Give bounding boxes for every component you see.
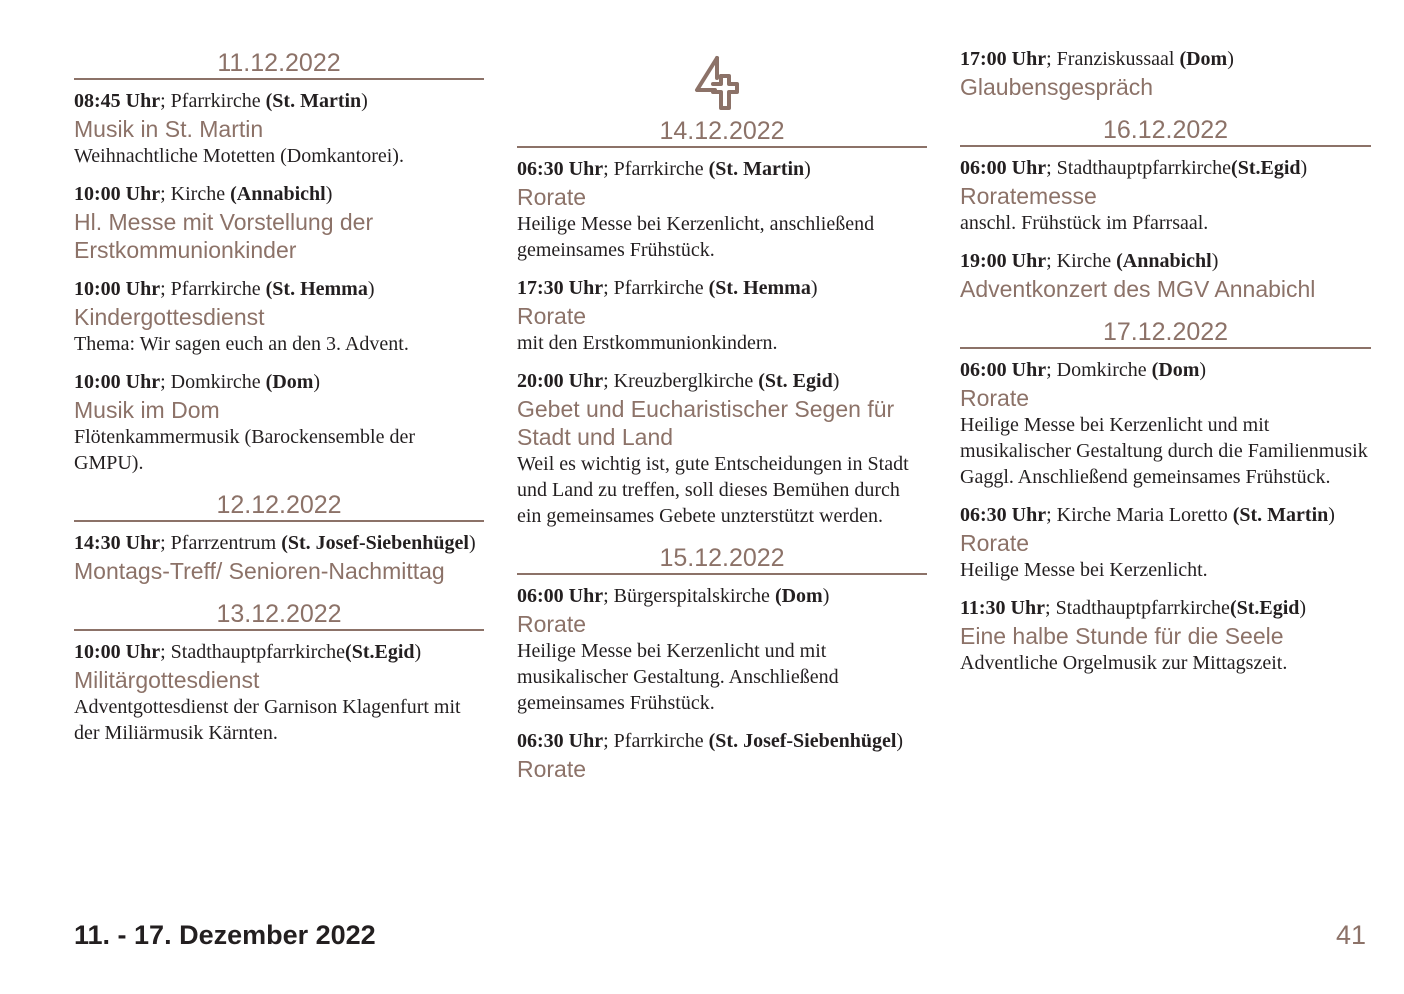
event-place: Franziskussaal xyxy=(1056,48,1175,70)
page-number: 41 xyxy=(1335,920,1366,950)
column-1 xyxy=(74,46,484,758)
event-entry xyxy=(74,530,484,585)
event-time: 06:30 Uhr xyxy=(517,730,604,752)
event-time-place: 10:00 Uhr; Kirche (Annabichl) xyxy=(74,183,333,205)
event-description: Weihnachtliche Motetten (Domkantorei). xyxy=(74,145,404,167)
event-title: Musik im Dom xyxy=(74,397,220,423)
event-title: Rorate xyxy=(517,184,587,210)
event-time: 19:00 Uhr xyxy=(960,250,1047,272)
event-title: Rorate xyxy=(517,611,587,637)
event-description: Heilige Messe bei Kerzenlicht. xyxy=(960,559,1208,581)
event-place: Pfarrkirche xyxy=(613,158,704,180)
event-parish: (St. Josef-Siebenhügel xyxy=(281,532,469,554)
event-place: Pfarrkirche xyxy=(170,278,261,300)
event-place: Domkirche xyxy=(170,371,261,393)
event-place: Bürgerspitalskirche xyxy=(613,585,770,607)
event-entry xyxy=(74,276,484,357)
event-time-place: 06:30 Uhr; Kirche Maria Loretto (St. Martin) xyxy=(960,504,1335,526)
event-place: Stadthauptpfarrkirche xyxy=(1056,157,1232,179)
event-time: 17:00 Uhr xyxy=(960,48,1047,70)
event-entry xyxy=(74,181,484,264)
event-title: Rorate xyxy=(960,385,1030,411)
event-title: Montags-Treff/ Senioren-Nachmittag xyxy=(74,558,445,584)
event-title: Hl. Messe mit Vorstellung der Erstkommunionkinder xyxy=(74,209,374,263)
event-parish: (Dom xyxy=(1151,359,1200,381)
event-time-place: 06:00 Uhr; Domkirche (Dom) xyxy=(960,359,1207,381)
event-parish: (St. Josef-Siebenhügel xyxy=(708,730,897,752)
event-time-place: 10:00 Uhr; Domkirche (Dom) xyxy=(74,371,321,393)
event-time-place: 17:00 Uhr; Franziskussaal (Dom) xyxy=(960,48,1234,70)
event-description: mit den Erstkommunionkindern. xyxy=(517,332,778,354)
event-time: 06:30 Uhr xyxy=(517,158,604,180)
event-place: Kirche xyxy=(170,183,226,205)
event-entry xyxy=(517,156,927,263)
event-time-place: 17:30 Uhr; Pfarrkirche (St. Hemma) xyxy=(517,277,818,299)
event-description: anschl. Frühstück im Pfarrsaal. xyxy=(960,212,1209,234)
event-parish: (St. Egid xyxy=(758,370,833,392)
event-time: 14:30 Uhr xyxy=(74,532,161,554)
event-title: Kindergottesdienst xyxy=(74,304,265,330)
event-parish: (St.Egid xyxy=(1229,597,1300,619)
event-time: 10:00 Uhr xyxy=(74,278,161,300)
event-place: Pfarrkirche xyxy=(613,730,704,752)
event-parish: (St.Egid xyxy=(1231,157,1301,179)
event-parish: (Dom xyxy=(265,371,314,393)
column-2 xyxy=(517,46,927,795)
date-heading: 16.12.2022 xyxy=(960,113,1371,147)
event-title: Glaubensgespräch xyxy=(960,74,1154,100)
event-parish: (Dom xyxy=(774,585,823,607)
date-heading: 11.12.2022 xyxy=(74,46,484,80)
event-time: 08:45 Uhr xyxy=(74,90,161,112)
event-time-place: 06:00 Uhr; Bürgerspitalskirche (Dom) xyxy=(517,585,830,607)
event-time-place: 06:30 Uhr; Pfarrkirche (St. Martin) xyxy=(517,158,811,180)
event-title: Eine halbe Stunde für die Seele xyxy=(960,623,1284,649)
event-entry xyxy=(960,595,1371,676)
event-time-place: 19:00 Uhr; Kirche (Annabichl) xyxy=(960,250,1219,272)
footer-week-title: 11. - 17. Dezember 2022 xyxy=(74,920,376,950)
event-description: Heilige Messe bei Kerzenlicht, anschließend gemeinsames Frühstück. xyxy=(517,213,875,261)
event-time-place: 06:30 Uhr; Pfarrkirche (St. Josef-Siebenhügel) xyxy=(517,730,904,752)
event-time: 10:00 Uhr xyxy=(74,371,161,393)
event-entry xyxy=(74,639,484,746)
date-heading: 12.12.2022 xyxy=(74,488,484,522)
event-time: 06:00 Uhr xyxy=(960,359,1047,381)
event-entry xyxy=(517,728,927,783)
event-parish: (Annabichl xyxy=(1116,250,1212,272)
event-place: Pfarrzentrum xyxy=(170,532,277,554)
event-description: Thema: Wir sagen euch an den 3. Advent. xyxy=(74,333,409,355)
event-time: 11:30 Uhr xyxy=(960,597,1045,619)
event-entry xyxy=(517,583,927,716)
event-title: Rorate xyxy=(517,303,587,329)
event-place: Kirche xyxy=(1056,250,1112,272)
date-heading: 13.12.2022 xyxy=(74,597,484,631)
event-entry xyxy=(960,502,1371,583)
date-heading: 14.12.2022 xyxy=(517,116,927,148)
event-place: Kirche Maria Loretto xyxy=(1056,504,1228,526)
event-title: Roratemesse xyxy=(960,183,1097,209)
event-time-place: 10:00 Uhr; Pfarrkirche (St. Hemma) xyxy=(74,278,375,300)
event-time-place: 11:30 Uhr; Stadthauptpfarrkirche(St.Egid) xyxy=(960,597,1307,619)
event-description: Weil es wichtig ist, gute Entscheidungen in Stadt und Land zu treffen, soll dieses Bemühen durch ein gemeinsames Gebete unzterstützt werden. xyxy=(517,453,909,527)
event-time: 06:30 Uhr xyxy=(960,504,1047,526)
event-entry xyxy=(960,248,1371,303)
event-parish: (St.Egid xyxy=(345,641,415,663)
event-time-place: 10:00 Uhr; Stadthauptpfarrkirche(St.Egid) xyxy=(74,641,422,663)
event-entry xyxy=(517,275,927,356)
event-title: Musik in St. Martin xyxy=(74,116,264,142)
event-parish: (St. Martin xyxy=(1232,504,1329,526)
event-description: Adventgottesdienst der Garnison Klagenfurt mit der Miliärmusik Kärnten. xyxy=(74,696,461,744)
event-time: 10:00 Uhr xyxy=(74,641,161,663)
event-parish: (St. Hemma xyxy=(265,278,368,300)
event-title: Rorate xyxy=(517,756,587,782)
event-parish: (Dom xyxy=(1179,48,1228,70)
event-description: Adventliche Orgelmusik zur Mittagszeit. xyxy=(960,652,1288,674)
event-time: 06:00 Uhr xyxy=(517,585,604,607)
date-heading: 17.12.2022 xyxy=(960,315,1371,349)
event-entry xyxy=(960,46,1371,101)
event-description: Heilige Messe bei Kerzenlicht und mit musikalischer Gestaltung durch die Familienmusik Gaggl. Anschließend gemeinsames Frühstück. xyxy=(960,414,1368,488)
event-place: Pfarrkirche xyxy=(613,277,704,299)
event-title: Adventkonzert des MGV Annabichl xyxy=(960,276,1316,302)
event-parish: (St. Martin xyxy=(708,158,805,180)
event-description: Flötenkammermusik (Barockensemble der GMPU). xyxy=(74,426,416,474)
event-time-place: 20:00 Uhr; Kreuzberglkirche (St. Egid) xyxy=(517,370,840,392)
event-parish: (St. Martin xyxy=(265,90,362,112)
event-entry xyxy=(960,357,1371,490)
event-title: Gebet und Eucharistischer Segen für Stadt und Land xyxy=(517,396,895,450)
event-place: Stadthauptpfarrkirche xyxy=(170,641,346,663)
event-time-place: 06:00 Uhr; Stadthauptpfarrkirche(St.Egid) xyxy=(960,157,1308,179)
event-description: Heilige Messe bei Kerzenlicht und mit musikalischer Gestaltung. Anschließend gemeinsames Frühstück. xyxy=(517,640,839,714)
event-title: Rorate xyxy=(960,530,1030,556)
event-time-place: 14:30 Uhr; Pfarrzentrum (St. Josef-Siebenhügel) xyxy=(74,532,476,554)
event-parish: (Annabichl xyxy=(230,183,326,205)
event-place: Kreuzberglkirche xyxy=(613,370,754,392)
event-place: Pfarrkirche xyxy=(170,90,261,112)
event-time: 20:00 Uhr xyxy=(517,370,604,392)
column-3 xyxy=(960,46,1371,688)
date-heading: 15.12.2022 xyxy=(517,541,927,575)
event-time-place: 08:45 Uhr; Pfarrkirche (St. Martin) xyxy=(74,90,368,112)
event-entry xyxy=(960,155,1371,236)
event-entry xyxy=(74,88,484,169)
event-place: Domkirche xyxy=(1056,359,1147,381)
event-entry xyxy=(74,369,484,476)
event-title: Militärgottesdienst xyxy=(74,667,260,693)
event-parish: (St. Hemma xyxy=(708,277,811,299)
event-entry xyxy=(517,368,927,529)
event-place: Stadthauptpfarrkirche xyxy=(1055,597,1230,619)
event-time: 17:30 Uhr xyxy=(517,277,604,299)
advent-4-cross-icon xyxy=(687,50,757,116)
event-time: 10:00 Uhr xyxy=(74,183,161,205)
event-time: 06:00 Uhr xyxy=(960,157,1047,179)
